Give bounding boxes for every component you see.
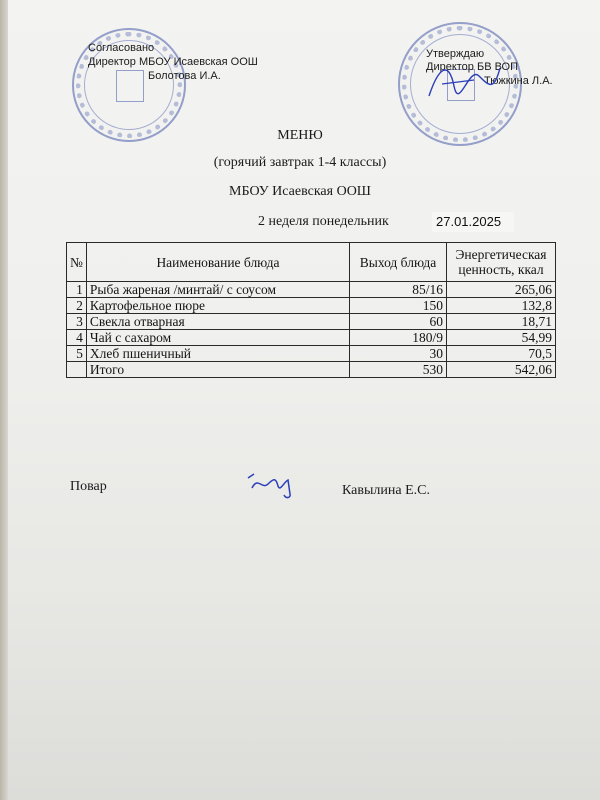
- total-output: 530: [350, 362, 447, 378]
- column-header-number: №: [67, 243, 87, 282]
- table-total-row: [67, 362, 556, 378]
- row-output: 85/16: [350, 282, 447, 298]
- column-header-dish: Наименование блюда: [86, 243, 349, 282]
- row-energy: 18,71: [447, 314, 556, 330]
- table-row: [67, 346, 556, 362]
- menu-table: [66, 242, 556, 378]
- page-title: МЕНЮ: [277, 128, 323, 143]
- row-output: 180/9: [350, 330, 447, 346]
- week-day-label: 2 неделя понедельник: [258, 214, 389, 229]
- row-number: 2: [67, 298, 87, 314]
- table-row: [67, 282, 556, 298]
- approval-left-line1: Согласовано: [88, 42, 155, 54]
- approval-right-line2: Директор БВ ВОП: [426, 61, 519, 73]
- approval-left-line2: Директор МБОУ Исаевская ООШ: [88, 56, 258, 68]
- table-header-row: [67, 243, 556, 282]
- school-name: МБОУ Исаевская ООШ: [229, 184, 371, 199]
- row-energy: 132,8: [447, 298, 556, 314]
- table-row: [67, 298, 556, 314]
- row-dish: Картофельное пюре: [86, 298, 349, 314]
- cook-signature-icon: [244, 468, 304, 500]
- row-output: 30: [350, 346, 447, 362]
- row-output: 60: [350, 314, 447, 330]
- table-row: [67, 314, 556, 330]
- row-dish: Свекла отварная: [86, 314, 349, 330]
- row-number: 4: [67, 330, 87, 346]
- row-output: 150: [350, 298, 447, 314]
- cook-name: Кавылина Е.С.: [342, 483, 430, 498]
- row-dish: Хлеб пшеничный: [86, 346, 349, 362]
- director-signature-icon: [424, 56, 504, 106]
- menu-date: 27.01.2025: [432, 212, 514, 232]
- total-label: Итого: [86, 362, 349, 378]
- background-edge: [0, 0, 8, 800]
- row-energy: 54,99: [447, 330, 556, 346]
- row-number: 5: [67, 346, 87, 362]
- approval-left-line3: Болотова И.А.: [148, 70, 221, 82]
- row-energy: 70,5: [447, 346, 556, 362]
- page-subtitle: (горячий завтрак 1-4 классы): [213, 155, 387, 170]
- total-energy: 542,06: [447, 362, 556, 378]
- total-number-cell: [67, 362, 87, 378]
- row-dish: Рыба жареная /минтай/ с соусом: [86, 282, 349, 298]
- row-dish: Чай с сахаром: [86, 330, 349, 346]
- row-energy: 265,06: [447, 282, 556, 298]
- table-row: [67, 330, 556, 346]
- approval-right-line3: Тюжкина Л.А.: [484, 75, 553, 87]
- approval-right-line1: Утверждаю: [426, 48, 485, 60]
- column-header-output: Выход блюда: [350, 243, 447, 282]
- row-number: 1: [67, 282, 87, 298]
- column-header-energy: Энергетическая ценность, ккал: [447, 243, 556, 282]
- cook-label: Повар: [70, 479, 107, 494]
- row-number: 3: [67, 314, 87, 330]
